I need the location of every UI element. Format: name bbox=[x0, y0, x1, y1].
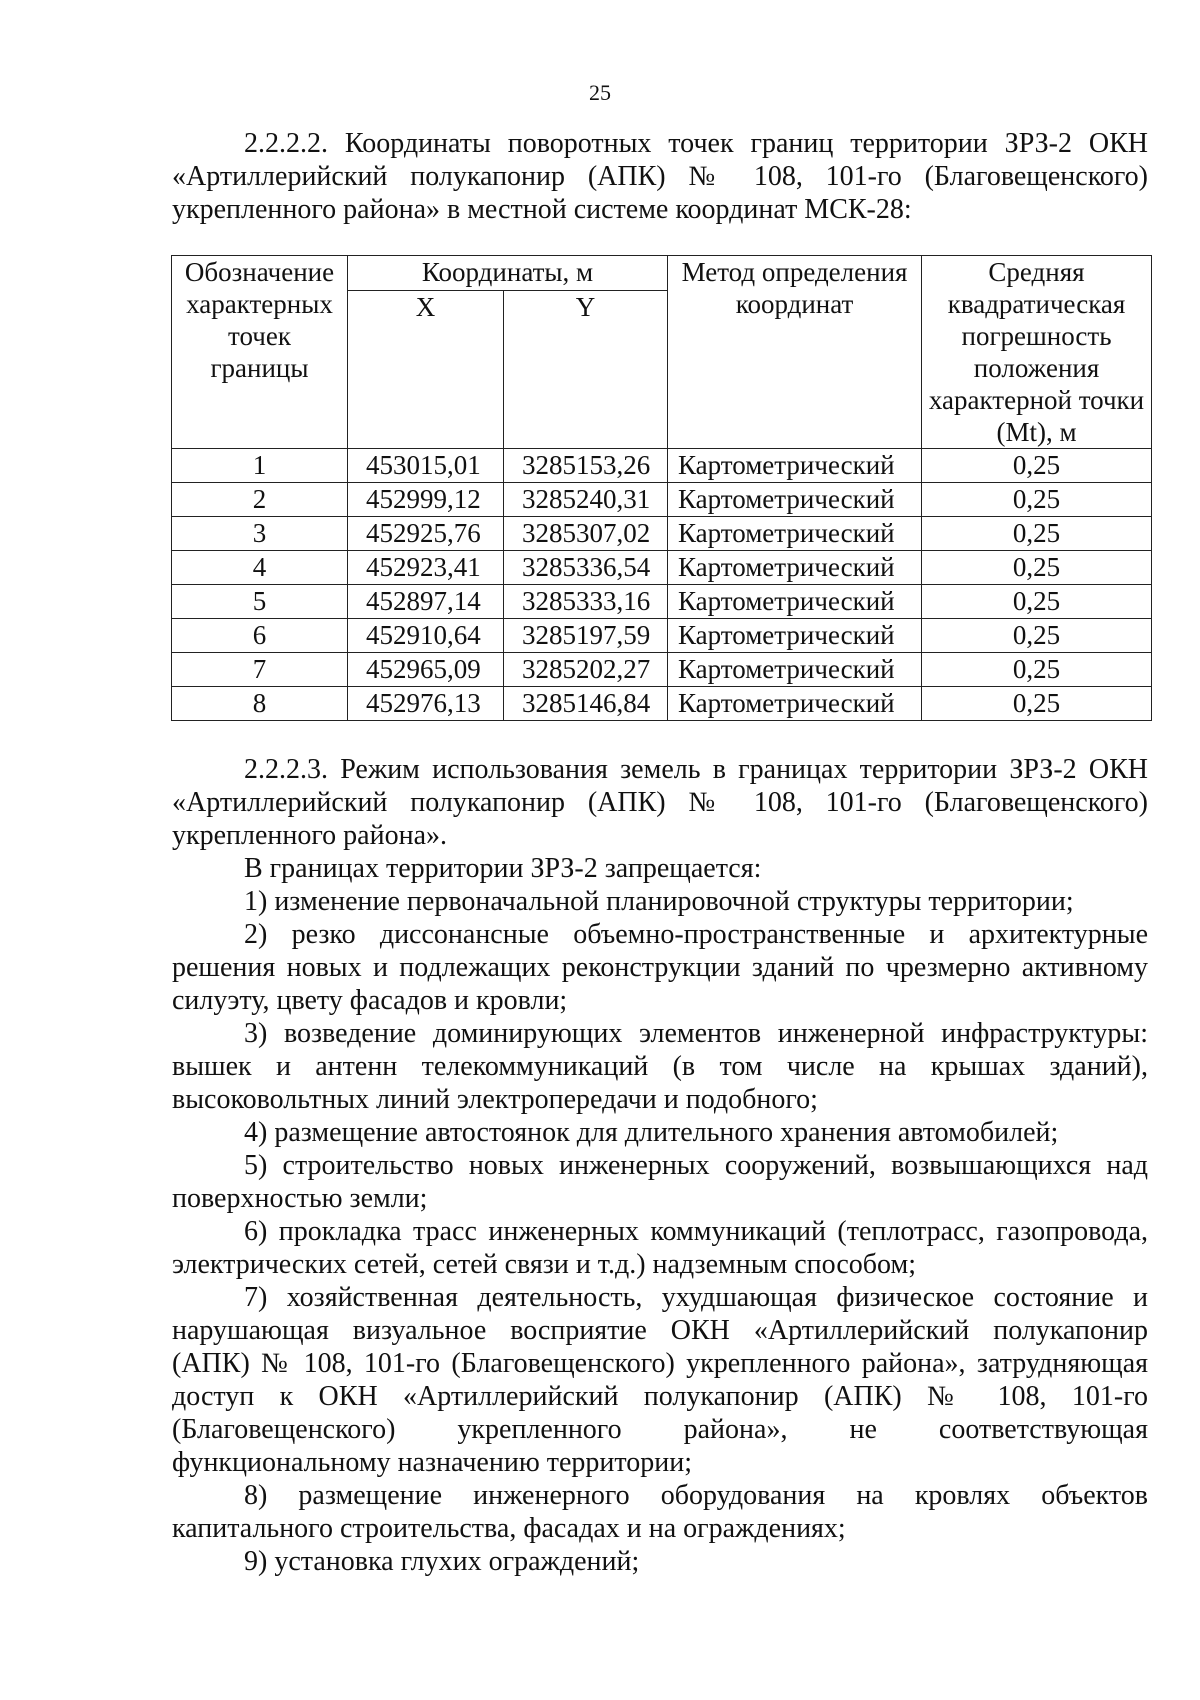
cell-x: 452925,76 bbox=[348, 517, 504, 551]
cell-method: Картометрический bbox=[668, 449, 922, 483]
cell-x: 452965,09 bbox=[348, 653, 504, 687]
table-row bbox=[172, 483, 1152, 517]
prohibition-item: 7) хозяйственная деятельность, ухудшающая физическое состояние и нарушающая визуальное восприятие ОКН «Артиллерийский полукапонир (АПК) № 108, 101-го (Благовещенского) укрепленного района», затрудняющая доступ к ОКН «Артиллерийский полукапонир (АПК) № 108, 101-го (Благовещенского) укрепленного района», не соответствующая функциональному назначению территории; bbox=[172, 1282, 1148, 1478]
cell-point: 3 bbox=[172, 517, 348, 551]
prohibition-item: 6) прокладка трасс инженерных коммуникаций (теплотрасс, газопровода, электрических сетей, сетей связи и т.д.) надземным способом; bbox=[172, 1216, 1148, 1280]
cell-error: 0,25 bbox=[922, 483, 1152, 517]
cell-error: 0,25 bbox=[922, 687, 1152, 721]
cell-y: 3285146,84 bbox=[504, 687, 668, 721]
cell-error: 0,25 bbox=[922, 551, 1152, 585]
table-row bbox=[172, 619, 1152, 653]
cell-y: 3285307,02 bbox=[504, 517, 668, 551]
header-error: Средняя квадратическая погрешность положения характерной точки (Mt), м bbox=[922, 256, 1152, 449]
cell-x: 452897,14 bbox=[348, 585, 504, 619]
cell-method: Картометрический bbox=[668, 483, 922, 517]
page-number: 25 bbox=[589, 80, 611, 105]
cell-error: 0,25 bbox=[922, 449, 1152, 483]
prohibition-intro: В границах территории ЗРЗ-2 запрещается: bbox=[244, 853, 762, 884]
cell-method: Картометрический bbox=[668, 653, 922, 687]
cell-x: 452976,13 bbox=[348, 687, 504, 721]
cell-x: 453015,01 bbox=[348, 449, 504, 483]
cell-error: 0,25 bbox=[922, 517, 1152, 551]
table-row bbox=[172, 551, 1152, 585]
header-method: Метод определения координат bbox=[668, 256, 922, 449]
cell-y: 3285336,54 bbox=[504, 551, 668, 585]
cell-x: 452910,64 bbox=[348, 619, 504, 653]
cell-y: 3285197,59 bbox=[504, 619, 668, 653]
cell-error: 0,25 bbox=[922, 585, 1152, 619]
cell-method: Картометрический bbox=[668, 687, 922, 721]
cell-method: Картометрический bbox=[668, 551, 922, 585]
cell-method: Картометрический bbox=[668, 619, 922, 653]
table-row bbox=[172, 517, 1152, 551]
header-x: X bbox=[348, 290, 504, 448]
prohibition-item: 9) установка глухих ограждений; bbox=[244, 1546, 640, 1577]
cell-error: 0,25 bbox=[922, 619, 1152, 653]
prohibition-item: 3) возведение доминирующих элементов инженерной инфраструктуры: вышек и антенн телекоммуникаций (в том числе на крышах зданий), высоковольтных линий электропередачи и подобного; bbox=[172, 1018, 1148, 1115]
cell-y: 3285333,16 bbox=[504, 585, 668, 619]
header-y: Y bbox=[504, 290, 668, 448]
coordinates-table bbox=[171, 255, 1152, 721]
table-row bbox=[172, 449, 1152, 483]
prohibition-item: 5) строительство новых инженерных сооружений, возвышающихся над поверхностью земли; bbox=[172, 1150, 1148, 1214]
cell-x: 452999,12 bbox=[348, 483, 504, 517]
prohibition-item: 4) размещение автостоянок для длительного хранения автомобилей; bbox=[244, 1117, 1059, 1148]
cell-point: 5 bbox=[172, 585, 348, 619]
cell-point: 7 bbox=[172, 653, 348, 687]
prohibition-item: 2) резко диссонансные объемно-пространственные и архитектурные решения новых и подлежащих реконструкции зданий по чрезмерно активному силуэту, цвету фасадов и кровли; bbox=[172, 919, 1148, 1016]
cell-method: Картометрический bbox=[668, 585, 922, 619]
cell-point: 2 bbox=[172, 483, 348, 517]
header-coordinates: Координаты, м bbox=[348, 256, 668, 291]
prohibition-list bbox=[172, 885, 1148, 1578]
header-point: Обозначение характерных точек границы bbox=[172, 256, 348, 449]
table-body bbox=[172, 449, 1152, 721]
section-land-regime bbox=[172, 753, 1148, 1578]
cell-y: 3285240,31 bbox=[504, 483, 668, 517]
cell-y: 3285202,27 bbox=[504, 653, 668, 687]
cell-method: Картометрический bbox=[668, 517, 922, 551]
cell-error: 0,25 bbox=[922, 653, 1152, 687]
table-row bbox=[172, 585, 1152, 619]
table-row bbox=[172, 653, 1152, 687]
cell-point: 8 bbox=[172, 687, 348, 721]
section-heading-coordinates: 2.2.2.2. Координаты поворотных точек границ территории ЗРЗ-2 ОКН «Артиллерийский полукапонир (АПК) № 108, 101-го (Благовещенского) укрепленного района» в местной системе координат МСК-28: bbox=[172, 128, 1148, 225]
cell-y: 3285153,26 bbox=[504, 449, 668, 483]
section-coordinates bbox=[172, 127, 1148, 226]
table-row bbox=[172, 687, 1152, 721]
prohibition-item: 8) размещение инженерного оборудования на кровлях объектов капитального строительства, фасадах и на ограждениях; bbox=[172, 1480, 1148, 1544]
cell-point: 1 bbox=[172, 449, 348, 483]
prohibition-item: 1) изменение первоначальной планировочной структуры территории; bbox=[244, 886, 1074, 917]
cell-x: 452923,41 bbox=[348, 551, 504, 585]
cell-point: 4 bbox=[172, 551, 348, 585]
section-heading-regime: 2.2.2.3. Режим использования земель в границах территории ЗРЗ-2 ОКН «Артиллерийский полукапонир (АПК) № 108, 101-го (Благовещенского) укрепленного района». bbox=[172, 754, 1148, 851]
cell-point: 6 bbox=[172, 619, 348, 653]
